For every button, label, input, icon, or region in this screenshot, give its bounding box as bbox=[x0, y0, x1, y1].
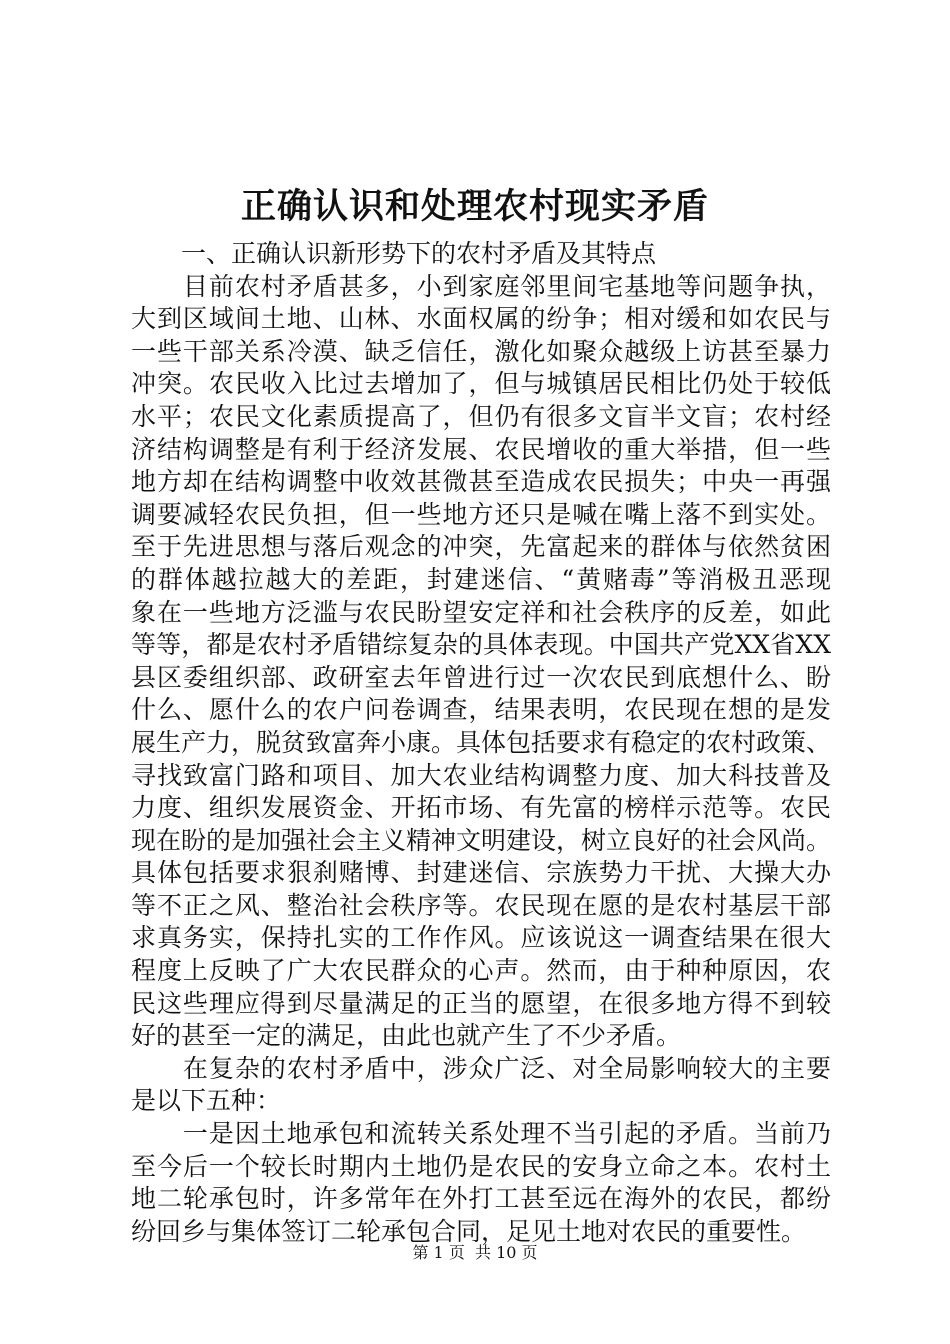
body-line: 县区委组织部、政研室去年曾进行过一次农民到底想什么、盼 bbox=[131, 662, 831, 692]
body-line: 目前农村矛盾甚多，小到家庭邻里间宅基地等问题争执， bbox=[131, 271, 831, 301]
body-line: 济结构调整是有利于经济发展、农民增收的重大举措，但一些 bbox=[131, 434, 831, 464]
body-line: 的群体越拉越大的差距，封建迷信、“黄赌毒”等消极丑恶现 bbox=[131, 564, 831, 594]
body-line: 是以下五种： bbox=[131, 1086, 282, 1116]
body-line: 纷回乡与集体签订二轮承包合同，足见土地对农民的重要性。 bbox=[131, 1216, 807, 1246]
body-line: 象在一些地方泛滥与农民盼望安定祥和社会秩序的反差，如此 bbox=[131, 597, 831, 627]
body-line: 等不正之风、整治社会秩序等。农民现在愿的是农村基层干部 bbox=[131, 890, 831, 920]
body-line: 什么、愿什么的农户问卷调查，结果表明，农民现在想的是发 bbox=[131, 695, 831, 725]
body-line: 在复杂的农村矛盾中，涉众广泛、对全局影响较大的主要 bbox=[131, 1053, 831, 1083]
body-line: 现在盼的是加强社会主义精神文明建设，树立良好的社会风尚。 bbox=[131, 825, 832, 855]
body-line: 寻找致富门路和项目、加大农业结构调整力度、加大科技普及 bbox=[131, 760, 831, 790]
document-body bbox=[131, 238, 831, 1248]
body-line: 等等，都是农村矛盾错综复杂的具体表现。中国共产党XX省XX bbox=[131, 630, 831, 660]
body-line: 民这些理应得到尽量满足的正当的愿望，在很多地方得不到较 bbox=[131, 988, 831, 1018]
page-number-label: 第 1 页 共 10 页 bbox=[412, 1243, 538, 1262]
body-line: 求真务实，保持扎实的工作作风。应该说这一调查结果在很大 bbox=[131, 923, 831, 953]
page-footer bbox=[0, 1242, 950, 1264]
body-line: 地方却在结构调整中收效甚微甚至造成农民损失；中央一再强 bbox=[131, 467, 831, 497]
body-line: 地二轮承包时，许多常年在外打工甚至远在海外的农民，都纷 bbox=[131, 1184, 831, 1214]
body-line: 大到区域间土地、山林、水面权属的纷争；相对缓和如农民与 bbox=[131, 304, 831, 334]
body-line: 力度、组织发展资金、开拓市场、有先富的榜样示范等。农民 bbox=[131, 793, 831, 823]
body-line: 一些干部关系冷漠、缺乏信任，激化如聚众越级上访甚至暴力 bbox=[131, 336, 831, 366]
body-line: 程度上反映了广大农民群众的心声。然而，由于种种原因，农 bbox=[131, 956, 831, 986]
body-line: 具体包括要求狠刹赌博、封建迷信、宗族势力干扰、大操大办 bbox=[131, 858, 831, 888]
document-title: 正确认识和处理农村现实矛盾 bbox=[240, 186, 709, 227]
body-line: 冲突。农民收入比过去增加了，但与城镇居民相比仍处于较低 bbox=[131, 369, 831, 399]
body-line: 调要减轻农民负担，但一些地方还只是喊在嘴上落不到实处。 bbox=[131, 499, 831, 529]
body-line: 展生产力，脱贫致富奔小康。具体包括要求有稳定的农村政策、 bbox=[131, 727, 832, 757]
body-line: 至今后一个较长时期内土地仍是农民的安身立命之本。农村土 bbox=[131, 1151, 831, 1181]
body-line: 好的甚至一定的满足，由此也就产生了不少矛盾。 bbox=[131, 1021, 682, 1051]
body-line: 一是因土地承包和流转关系处理不当引起的矛盾。当前乃 bbox=[131, 1119, 831, 1149]
body-line: 水平；农民文化素质提高了，但仍有很多文盲半文盲；农村经 bbox=[131, 401, 831, 431]
body-line: 一、正确认识新形势下的农村矛盾及其特点 bbox=[131, 239, 657, 268]
body-line: 至于先进思想与落后观念的冲突，先富起来的群体与依然贫困 bbox=[131, 532, 831, 562]
